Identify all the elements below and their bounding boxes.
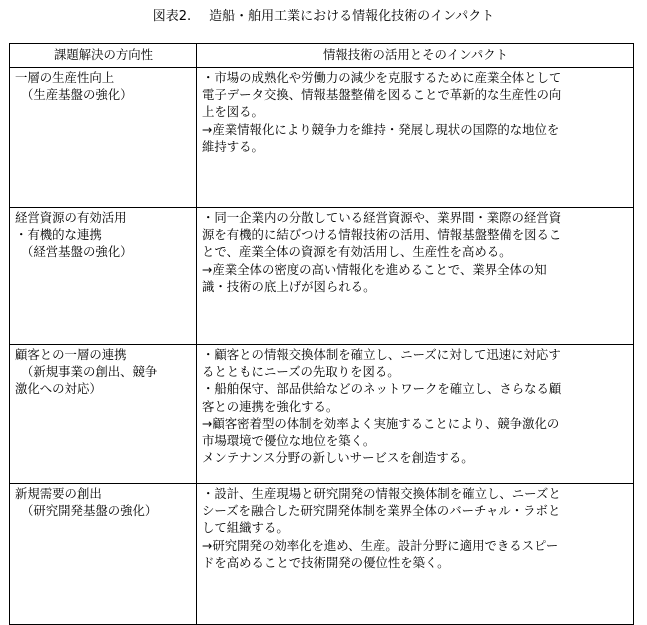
direction-line: 新規需要の創出 [15,486,102,501]
direction-line: （新規事業の創出、競争 [21,364,158,380]
direction-cell [10,345,197,484]
impact-line: シーズを融合した研究開発体制を業界全体のバーチャル・ラボと [202,503,561,519]
impact-cell [197,68,634,208]
impact-line: 上を図る。 [202,104,264,120]
table-header-row [10,44,634,68]
table-row [10,208,634,345]
impact-line: 電子データ交換、情報基盤整備を図ることで革新的な生産性の向 [202,87,562,103]
header-direction: 課題解決の方向性 [10,44,197,68]
impact-line: ・船舶保守、部品供給などのネットワークを確立し、さらなる顧 [202,381,562,397]
impact-line: ・市場の成熟化や労働力の減少を克服するために産業全体として [202,70,562,85]
figure-title [0,9,647,25]
direction-line: （生産基盤の強化） [21,87,133,103]
direction-line: （経営基盤の強化） [21,244,133,260]
impact-line: ドを高めることで技術開発の優位性を築く。 [202,554,450,570]
impact-line: 識・技術の底上げが図られる。 [202,278,376,294]
direction-line: 経営資源の有効活用 [15,210,127,225]
impact-line: ・顧客との情報交換体制を確立し、ニーズに対して迅速に対応す [202,347,561,362]
impact-line: 市場環境で優位な地位を築く。 [202,433,376,449]
direction-line: 顧客との一層の連携 [15,347,127,362]
impact-line: →研究開発の効率化を進め、生産。設計分野に適用できるスピー [202,537,559,553]
header-impact: 情報技術の活用とそのインパクト [197,44,634,68]
direction-cell [10,68,197,208]
table-row [10,68,634,208]
impact-line: るとともにニーズの先取りを図る。 [202,364,400,380]
figure-number: 図表2. [152,9,192,24]
impact-line: ・設計、生産現場と研究開発の情報交換体制を確立し、ニーズと [202,486,561,501]
impact-line: →産業情報化により競争力を維持・発展し現状の国際的な地位を [202,121,560,137]
direction-cell [10,484,197,625]
impact-line: メンテナンス分野の新しいサービスを創造する。 [202,450,474,466]
impact-line: →産業全体の密度の高い情報化を進めることで、業界全体の知 [202,261,547,277]
impact-line: →顧客密着型の体制を効率よく実施することにより、競争激化の [202,415,560,431]
impact-table [9,43,634,625]
impact-line: 源を有機的に結びつける情報技術の活用、情報基盤整備を図るこ [202,227,562,243]
figure-title-text: 造船・舶用工業における情報化技術のインパクト [209,9,495,24]
impact-line: 維持する。 [202,138,264,154]
direction-line: （研究開発基盤の強化） [21,503,158,519]
direction-line: 激化への対応） [15,381,102,397]
impact-cell [197,208,634,345]
table-row [10,345,634,484]
impact-cell [197,345,634,484]
impact-line: とで、産業全体の資源を有効活用し、生産性を高める。 [202,244,512,260]
impact-line: して組織する。 [202,520,289,536]
impact-line: 客との連携を強化する。 [202,398,339,414]
direction-line: ・有機的な連携 [15,227,102,243]
impact-line: ・同一企業内の分散している経営資源や、業界間・業際の経営資 [202,210,562,225]
direction-line: 一層の生産性向上 [15,70,115,85]
direction-cell [10,208,197,345]
table-row [10,484,634,625]
impact-cell [197,484,634,625]
